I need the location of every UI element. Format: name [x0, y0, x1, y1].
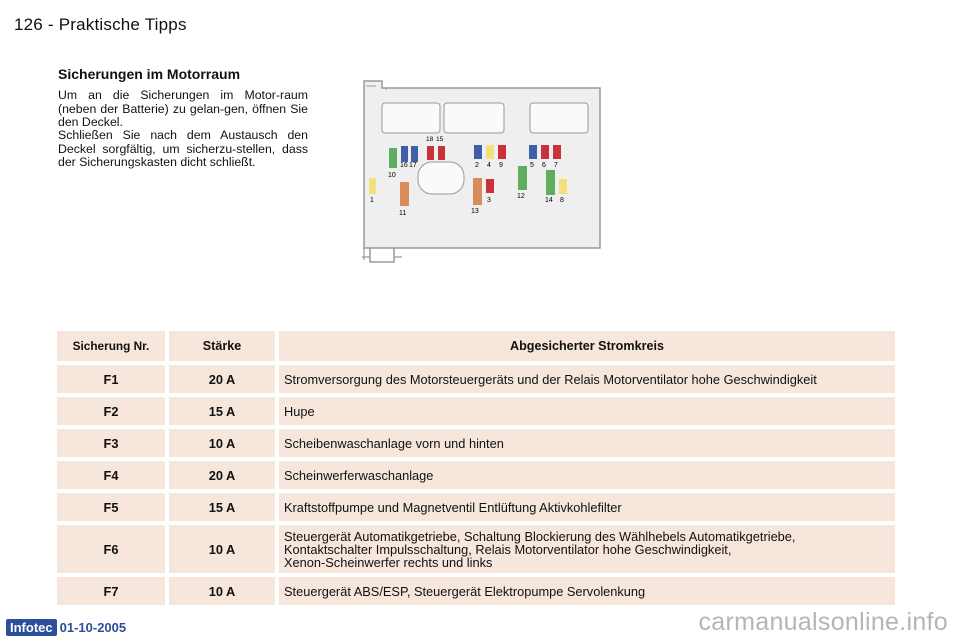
watermark: carmanualsonline.info: [698, 608, 948, 636]
svg-text:9: 9: [499, 162, 503, 169]
svg-text:18: 18: [426, 136, 434, 143]
svg-text:16: 16: [400, 162, 408, 169]
fuse-16: [400, 146, 408, 169]
table-row: [57, 461, 895, 489]
table-row: [57, 429, 895, 457]
header-rating: Stärke: [169, 331, 275, 361]
closing-paragraph: Schließen Sie nach dem Austausch den Deckel sorgfältig, um sicherzu-stellen, dass der Sicherungskasten dicht schließt.: [58, 128, 308, 169]
fuse-rating: 20 A: [169, 365, 275, 393]
fuse-rating: 15 A: [169, 493, 275, 521]
svg-text:5: 5: [530, 162, 534, 169]
footer-brand: [6, 618, 126, 636]
relay-slot: [382, 103, 440, 133]
svg-text:10: 10: [388, 172, 396, 179]
svg-text:8: 8: [560, 197, 564, 204]
svg-text:1: 1: [370, 197, 374, 204]
page-number: 126: [14, 15, 43, 34]
svg-text:6: 6: [542, 162, 546, 169]
svg-text:11: 11: [399, 210, 407, 217]
table-header-row: [57, 331, 895, 361]
footer-date: 01-10-2005: [59, 619, 127, 635]
fuse-number: F1: [57, 365, 165, 393]
svg-text:7: 7: [554, 162, 558, 169]
fuse-10: [388, 148, 397, 179]
fuse-rating: 20 A: [169, 461, 275, 489]
fuse-rating: 10 A: [169, 525, 275, 573]
table-row: [57, 397, 895, 425]
fuse-rating: 15 A: [169, 397, 275, 425]
fuse-circuit: Stromversorgung des Motorsteuergeräts und der Relais Motorventilator hohe Geschwindigkeit: [279, 365, 895, 393]
fuse-circuit: Steuergerät ABS/ESP, Steuergerät Elektropumpe Servolenkung: [279, 577, 895, 605]
section-title: Sicherungen im Motorraum: [58, 66, 241, 82]
page-header: [14, 15, 187, 35]
table-row: [57, 525, 895, 573]
header-circuit: Abgesicherter Stromkreis: [279, 331, 895, 361]
table-row: [57, 493, 895, 521]
relay-slot: [530, 103, 588, 133]
infotec-logo: Infotec: [6, 619, 57, 636]
fuse-number: F5: [57, 493, 165, 521]
fuse-18: [426, 136, 434, 160]
svg-text:4: 4: [487, 162, 491, 169]
svg-text:3: 3: [487, 197, 491, 204]
table-row: [57, 365, 895, 393]
header-fuse-number: Sicherung Nr.: [57, 331, 165, 361]
fuse-number: F7: [57, 577, 165, 605]
svg-text:13: 13: [471, 208, 479, 215]
fuse-circuit: Steuergerät Automatikgetriebe, Schaltung Blockierung des Wählhebels Automatikgetriebe, Kontaktschalter Impulsschaltung, Relais Motorventilator hohe Geschwindigkeit, Xenon-Scheinwerfer rechts und links: [279, 525, 895, 573]
svg-text:12: 12: [517, 193, 525, 200]
intro-paragraph: Um an die Sicherungen im Motor-raum (neben der Batterie) zu gelan-gen, öffnen Sie den Deckel.: [58, 88, 308, 129]
relay-slot: [444, 103, 504, 133]
fuse-box-diagram: [356, 78, 606, 268]
fuse-table: [53, 327, 899, 609]
fuse-number: F2: [57, 397, 165, 425]
svg-text:14: 14: [545, 197, 553, 204]
svg-text:15: 15: [436, 136, 444, 143]
fuse-circuit: Scheibenwaschanlage vorn und hinten: [279, 429, 895, 457]
fuse-circuit: Kraftstoffpumpe und Magnetventil Entlüftung Aktivkohlefilter: [279, 493, 895, 521]
svg-text:2: 2: [475, 162, 479, 169]
table-row: [57, 577, 895, 605]
relay-slot: [418, 162, 464, 194]
fuse-number: F6: [57, 525, 165, 573]
header-separator: -: [47, 15, 54, 34]
fuse-number: F3: [57, 429, 165, 457]
header-section: Praktische Tipps: [58, 15, 187, 34]
fuse-circuit: Scheinwerferwaschanlage: [279, 461, 895, 489]
fuse-rating: 10 A: [169, 577, 275, 605]
fuse-number: F4: [57, 461, 165, 489]
fuse-circuit: Hupe: [279, 397, 895, 425]
fuse-rating: 10 A: [169, 429, 275, 457]
svg-text:17: 17: [409, 162, 417, 169]
